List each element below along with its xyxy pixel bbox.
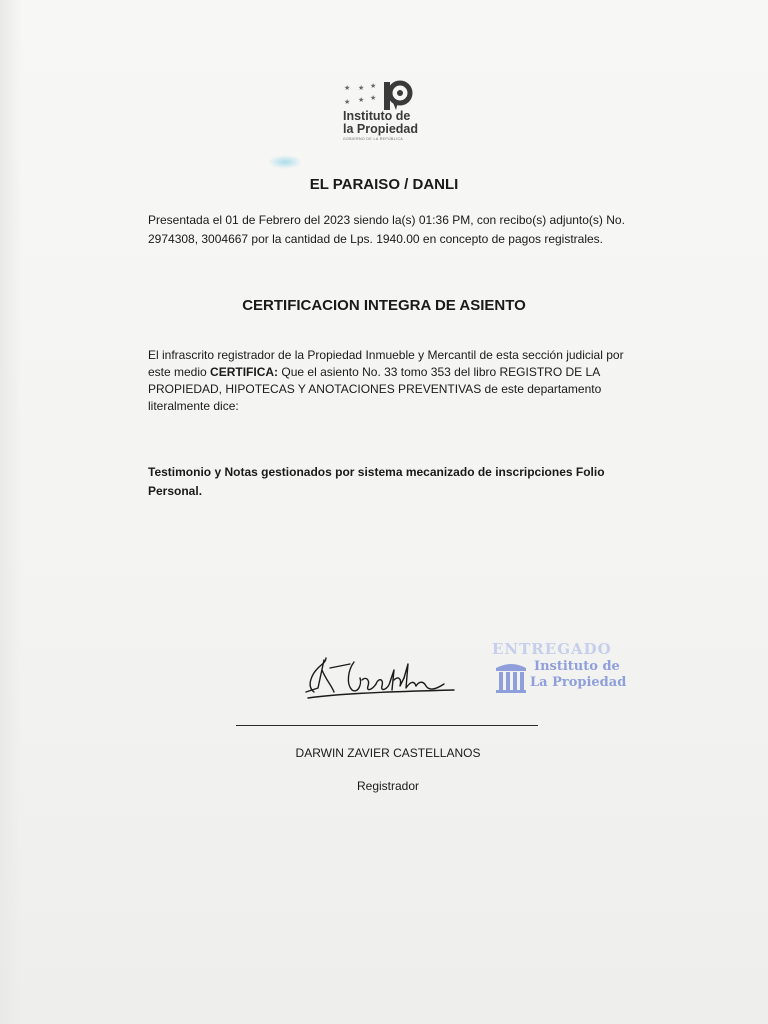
office-title: EL PARAISO / DANLI: [309, 176, 459, 193]
signer-role: Registrador: [356, 779, 420, 793]
logo-tagline: GOBIERNO DE LA REPÚBLICA: [343, 137, 404, 141]
logo-mark-icon: [340, 80, 436, 112]
paper-edge-shadow: [0, 0, 22, 1024]
delivered-stamp: [488, 638, 638, 700]
logo-line-1: Instituto de: [343, 109, 411, 123]
svg-text:★: ★: [344, 84, 351, 92]
certification-paragraph: [148, 347, 626, 415]
institution-logo: [340, 80, 436, 144]
pillar-icon: [494, 660, 528, 694]
signer-name: DARWIN ZAVIER CASTELLANOS: [295, 746, 481, 760]
certification-intro: El infrascrito registrador de la Propiedad Inmueble y Mercantil de esta sección judicial por este medio: [148, 348, 624, 379]
svg-text:★: ★: [370, 82, 377, 90]
logo-line-2: la Propiedad: [343, 122, 419, 136]
certifica-keyword: CERTIFICA:: [210, 365, 279, 379]
certification-rest: Que el asiento No. 33 tomo 353 del libro REGISTRO DE LA PROPIEDAD, HIPOTECAS Y ANOTACIONES PREVENTIVAS de este departamento literalmente dice:: [148, 365, 602, 413]
svg-text:★: ★: [344, 98, 351, 106]
stamp-line-1: Instituto de: [534, 659, 620, 674]
logo-wordmark: [343, 110, 418, 136]
stamp-status: ENTREGADO: [492, 640, 612, 658]
handwritten-signature: [296, 640, 464, 700]
signature-line: [236, 725, 538, 726]
svg-text:★: ★: [358, 84, 365, 92]
ink-smudge: [268, 155, 302, 169]
certificate-title: CERTIFICACION INTEGRA DE ASIENTO: [242, 297, 526, 314]
presentation-paragraph: Presentada el 01 de Febrero del 2023 siendo la(s) 01:36 PM, con recibo(s) adjunto(s) No. 2974308, 3004667 por la cantidad de Lps. 1940.00 en concepto de pagos registrales.: [148, 213, 625, 246]
svg-text:★: ★: [370, 94, 377, 102]
stamp-line-2: La Propiedad: [530, 675, 627, 690]
notes-paragraph: Testimonio y Notas gestionados por sistema mecanizado de inscripciones Folio Personal.: [148, 465, 605, 498]
svg-text:★: ★: [358, 96, 365, 104]
